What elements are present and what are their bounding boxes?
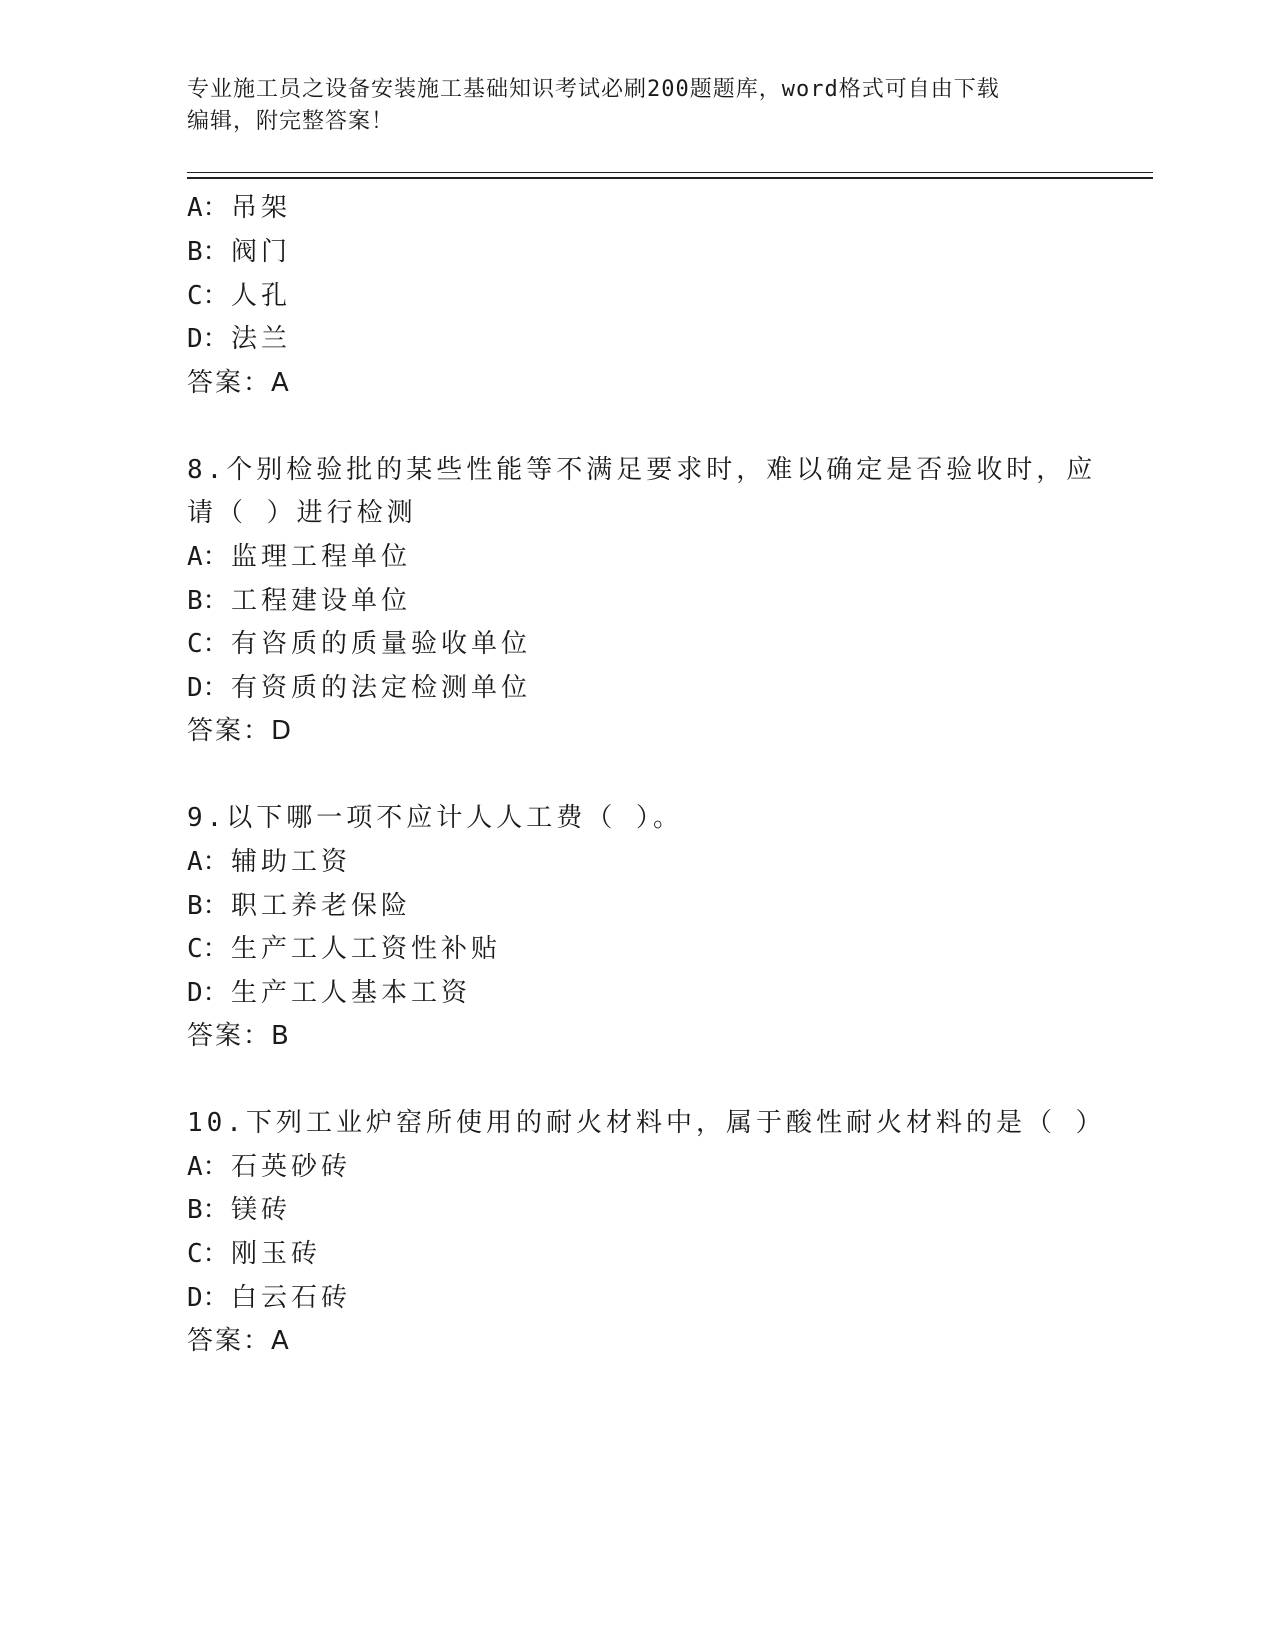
q8-option-d: D：有资质的法定检测单位 bbox=[187, 673, 532, 703]
q9-answer: 答案：B bbox=[187, 1021, 291, 1051]
q7-option-d: D：法兰 bbox=[187, 324, 292, 354]
q7-option-c: C：人孔 bbox=[187, 281, 292, 311]
q8-answer: 答案：D bbox=[187, 716, 294, 746]
q7-option-b: B：阀门 bbox=[187, 237, 292, 267]
q8-stem-line-2: 请（ ）进行检测 bbox=[187, 498, 417, 528]
q10-option-c: C：刚玉砖 bbox=[187, 1239, 322, 1269]
header-line-1: 专业施工员之设备安装施工基础知识考试必刷200题题库，word格式可自由下载 bbox=[187, 77, 1000, 102]
q9-stem: 9.以下哪一项不应计人人工费（ ）。 bbox=[187, 803, 683, 833]
q8-option-c: C：有咨质的质量验收单位 bbox=[187, 629, 532, 659]
q8-option-a: A：监理工程单位 bbox=[187, 542, 412, 572]
q9-option-b: B：职工养老保险 bbox=[187, 891, 412, 921]
document-header bbox=[187, 74, 1087, 138]
q9-option-a: A：辅助工资 bbox=[187, 847, 352, 877]
q10-option-a: A：石英砂砖 bbox=[187, 1152, 352, 1182]
q9-option-d: D：生产工人基本工资 bbox=[187, 978, 472, 1008]
q10-stem: 10.下列工业炉窑所使用的耐火材料中，属于酸性耐火材料的是（ ） bbox=[187, 1108, 1106, 1138]
q7-answer: 答案：A bbox=[187, 368, 291, 398]
q9-option-c: C：生产工人工资性补贴 bbox=[187, 934, 502, 964]
q8-stem-line-1: 8.个别检验批的某些性能等不满足要求时，难以确定是否验收时，应 bbox=[187, 455, 1097, 485]
q10-option-b: B：镁砖 bbox=[187, 1195, 292, 1225]
q8-option-b: B：工程建设单位 bbox=[187, 586, 412, 616]
header-line-2: 编辑，附完整答案！ bbox=[187, 109, 395, 134]
header-divider-thin bbox=[187, 172, 1153, 173]
q10-option-d: D：白云石砖 bbox=[187, 1283, 352, 1313]
header-divider-thick bbox=[187, 177, 1153, 179]
q7-option-a: A：吊架 bbox=[187, 193, 292, 223]
q10-answer: 答案：A bbox=[187, 1326, 291, 1356]
